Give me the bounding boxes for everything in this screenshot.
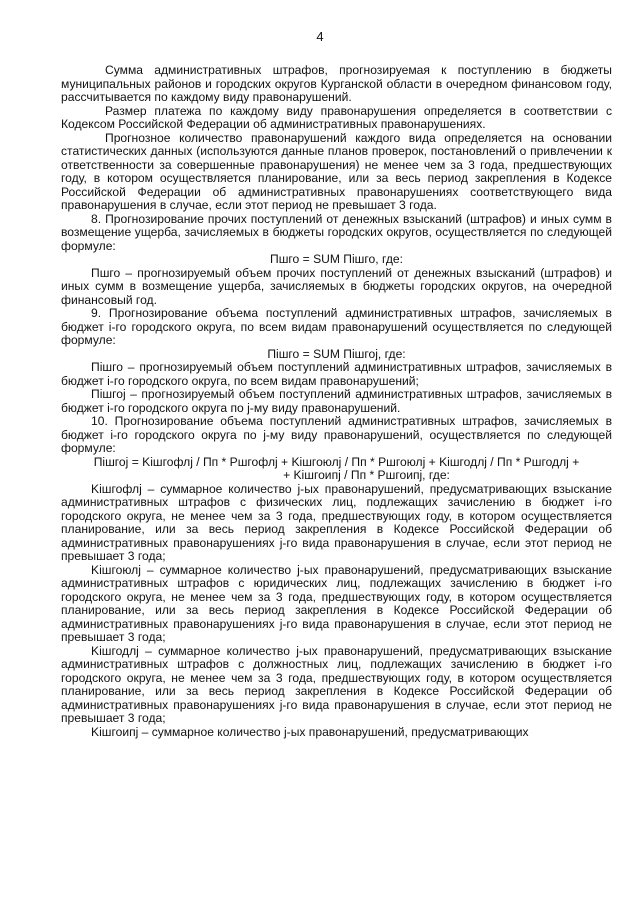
formula: Пшго = SUM Пiшго, где: <box>270 252 403 266</box>
paragraph: Сумма административных штрафов, прогнозируемая к поступлению в бюджеты муниципальных районов и городских округов Курганской области в очередном финансовом году, рассчитывается по каждому виду правонарушений. <box>61 63 612 104</box>
paragraph: Прогнозное количество правонарушений каждого вида определяется на основании статистических данных (используются данные планов проверок, постановлений о привлечении к ответственности за совершенные правонарушения) не менее чем за 3 года, предшествующих году, в котором осуществляется планирование, или за весь период закрепления в Кодексе Российской Федерации об административных правонарушениях соответствующего вида правонарушения в случае, если этот период не превышает 3 года. <box>61 130 612 212</box>
paragraph: Kiшгодлj – суммарное количество j-ых правонарушений, предусматривающих взыскание административных штрафов с должностных лиц, подлежащих зачислению в бюджет i-го городского округа, не менее чем за 3 года, предшествующих году, в котором осуществляется планирование, или за весь период закрепления в Кодексе Российской Федерации об административных правонарушениях j-го вида правонарушения в случае, если этот период не превышает 3 года; <box>61 643 612 725</box>
formula: + Kiшгоипj / Пп * Ршгоипj, где: <box>283 468 450 482</box>
paragraph: Пiшго – прогнозируемый объем поступлений административных штрафов, зачисляемых в бюджет i-го городского округа, по всем видам правонарушений; <box>61 360 612 388</box>
paragraph: Размер платежа по каждому виду правонарушения определяется в соответствии с Кодексом Российской Федерации об административных правонарушениях. <box>61 103 612 131</box>
page-number: 4 <box>316 29 324 44</box>
paragraph: Пiшгоj – прогнозируемый объем поступлений административных штрафов, зачисляемых в бюджет i-го городского округа по j-му виду правонарушений. <box>61 387 612 415</box>
document-body <box>61 64 612 739</box>
formula: Пiшго = SUM Пiшгоj, где: <box>267 346 406 361</box>
paragraph: 10. Прогнозирование объема поступлений административных штрафов, зачисляемых в бюджет i-го городского округа по j-му виду правонарушений, осуществляется по следующей формуле: <box>61 414 612 455</box>
paragraph: Kiшгоюлj – суммарное количество j-ых правонарушений, предусматривающих взыскание административных штрафов с юридических лиц, подлежащих зачислению в бюджет i-го городского округа, не менее чем за 3 года, предшествующих году, в котором осуществляется планирование, или за весь период закрепления в Кодексе Российской Федерации об административных правонарушениях j-го вида правонарушения в случае, если этот период не превышает 3 года; <box>61 562 612 644</box>
paragraph: Kiшгофлj – суммарное количество j-ых правонарушений, предусматривающих взыскание административных штрафов с физических лиц, подлежащих зачислению в бюджет i-го городского округа, не менее чем за 3 года, предшествующих году, в котором осуществляется планирование, или за весь период закрепления в Кодексе Российской Федерации об административных правонарушениях j-го вида правонарушения в случае, если этот период не превышает 3 года; <box>61 481 612 563</box>
paragraph: Пшго – прогнозируемый объем прочих поступлений от денежных взысканий (штрафов) и иных сумм в возмещение ущерба, зачисляемых в бюджеты городских округов, на очередной финансовый год. <box>61 265 612 307</box>
paragraph: Kiшгоипj – суммарное количество j-ых правонарушений, предусматривающих <box>91 724 529 739</box>
paragraph: 8. Прогнозирование прочих поступлений от денежных взысканий (штрафов) и иных сумм в возмещение ущерба, зачисляемых в бюджеты городских округов, осуществляется по следующей формуле: <box>61 211 612 253</box>
formula: Пiшгоj = Kiшгофлj / Пп * Ршгофлj + Kiшгоюлj / Пп * Ршгоюлj + Kiшгодлj / Пп * Ршгодлj + <box>93 454 580 469</box>
paragraph: 9. Прогнозирование объема поступлений административных штрафов, зачисляемых в бюджет i-го городского округа, по всем видам правонарушений осуществляется по следующей формуле: <box>61 306 612 347</box>
